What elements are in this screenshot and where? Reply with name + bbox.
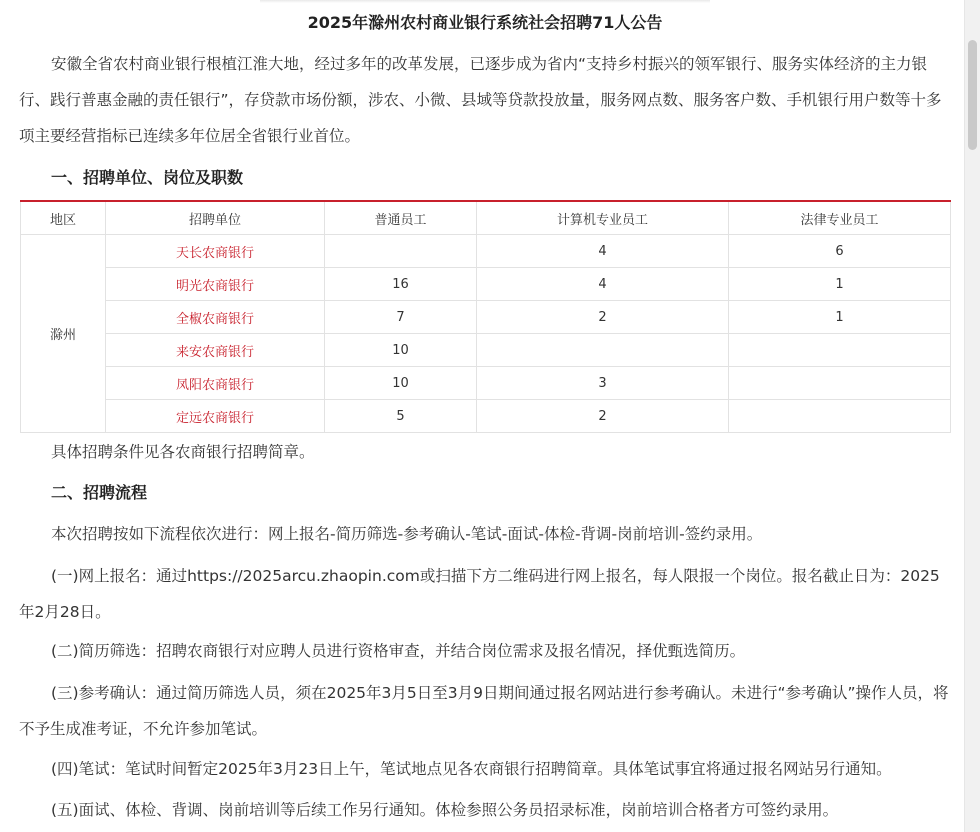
cell-normal <box>325 235 477 268</box>
unit-link-dingyuan[interactable]: 定远农商银行 <box>106 400 325 433</box>
process-step-resume-screening: (二)简历筛选：招聘农商银行对应聘人员进行资格审查，并结合岗位需求及报名情况，择优甄选简历。 <box>51 642 746 660</box>
section-heading-process: 二、招聘流程 <box>51 483 148 502</box>
cell-computer <box>477 334 729 367</box>
cell-computer: 2 <box>477 301 729 334</box>
recruitment-note: 具体招聘条件见各农商银行招聘简章。 <box>51 443 315 461</box>
header-normal-staff: 普通员工 <box>325 201 477 235</box>
table-row <box>21 301 951 334</box>
header-computer-staff: 计算机专业员工 <box>477 201 729 235</box>
table-row <box>21 268 951 301</box>
header-region: 地区 <box>21 201 106 235</box>
unit-link-tianchang[interactable]: 天长农商银行 <box>106 235 325 268</box>
cell-law: 1 <box>729 268 951 301</box>
scrollbar-thumb[interactable] <box>968 40 977 150</box>
unit-link-mingguang[interactable]: 明光农商银行 <box>106 268 325 301</box>
table-row <box>21 334 951 367</box>
section-heading-recruitment-units: 一、招聘单位、岗位及职数 <box>51 168 244 187</box>
cell-normal: 7 <box>325 301 477 334</box>
process-step-written-exam: (四)笔试：笔试时间暂定2025年3月23日上午，笔试地点见各农商银行招聘简章。具体笔试事宜将通过报名网站另行通知。 <box>51 760 892 778</box>
table-row <box>21 367 951 400</box>
page-title: 2025年滁州农村商业银行系统社会招聘71人公告 <box>307 13 663 32</box>
cell-normal: 5 <box>325 400 477 433</box>
header-law-staff: 法律专业员工 <box>729 201 951 235</box>
process-intro: 本次招聘按如下流程依次进行：网上报名-简历筛选-参考确认-笔试-面试-体检-背调-岗前培训-签约录用。 <box>51 525 763 543</box>
header-unit: 招聘单位 <box>106 201 325 235</box>
unit-link-laian[interactable]: 来安农商银行 <box>106 334 325 367</box>
process-step-confirmation: (三)参考确认：通过简历筛选人员，须在2025年3月5日至3月9日期间通过报名网站进行参考确认。未进行“参考确认”操作人员，将不予生成准考证，不允许参加笔试。 <box>19 684 949 738</box>
table-header-row <box>21 201 951 235</box>
cell-computer: 3 <box>477 367 729 400</box>
cell-law: 1 <box>729 301 951 334</box>
process-step-online-registration: (一)网上报名：通过https://2025arcu.zhaopin.com或扫描下方二维码进行网上报名，每人限报一个岗位。报名截止日为：2025年2月28日。 <box>19 567 940 621</box>
table-row <box>21 400 951 433</box>
table-row <box>21 235 951 268</box>
vertical-scrollbar[interactable] <box>964 0 980 832</box>
cell-law <box>729 400 951 433</box>
cell-computer: 4 <box>477 268 729 301</box>
cell-law <box>729 334 951 367</box>
cell-normal: 16 <box>325 268 477 301</box>
region-cell: 滁州 <box>21 235 106 433</box>
cell-law <box>729 367 951 400</box>
cell-computer: 2 <box>477 400 729 433</box>
unit-link-fengyang[interactable]: 凤阳农商银行 <box>106 367 325 400</box>
cell-law: 6 <box>729 235 951 268</box>
process-step-follow-up: (五)面试、体检、背调、岗前培训等后续工作另行通知。体检参照公务员招录标准，岗前培训合格者方可签约录用。 <box>51 801 839 819</box>
cell-normal: 10 <box>325 367 477 400</box>
cell-computer: 4 <box>477 235 729 268</box>
intro-paragraph: 安徽全省农村商业银行根植江淮大地，经过多年的改革发展，已逐步成为省内“支持乡村振兴的领军银行、服务实体经济的主力银行、践行普惠金融的责任银行”，存贷款市场份额，涉农、小微、县域等贷款投放量，服务网点数、服务客户数、手机银行用户数等十多项主要经营指标已连续多年位居全省银行业首位。 <box>19 55 942 145</box>
cell-normal: 10 <box>325 334 477 367</box>
unit-link-quanjiao[interactable]: 全椒农商银行 <box>106 301 325 334</box>
recruitment-table <box>20 200 951 433</box>
